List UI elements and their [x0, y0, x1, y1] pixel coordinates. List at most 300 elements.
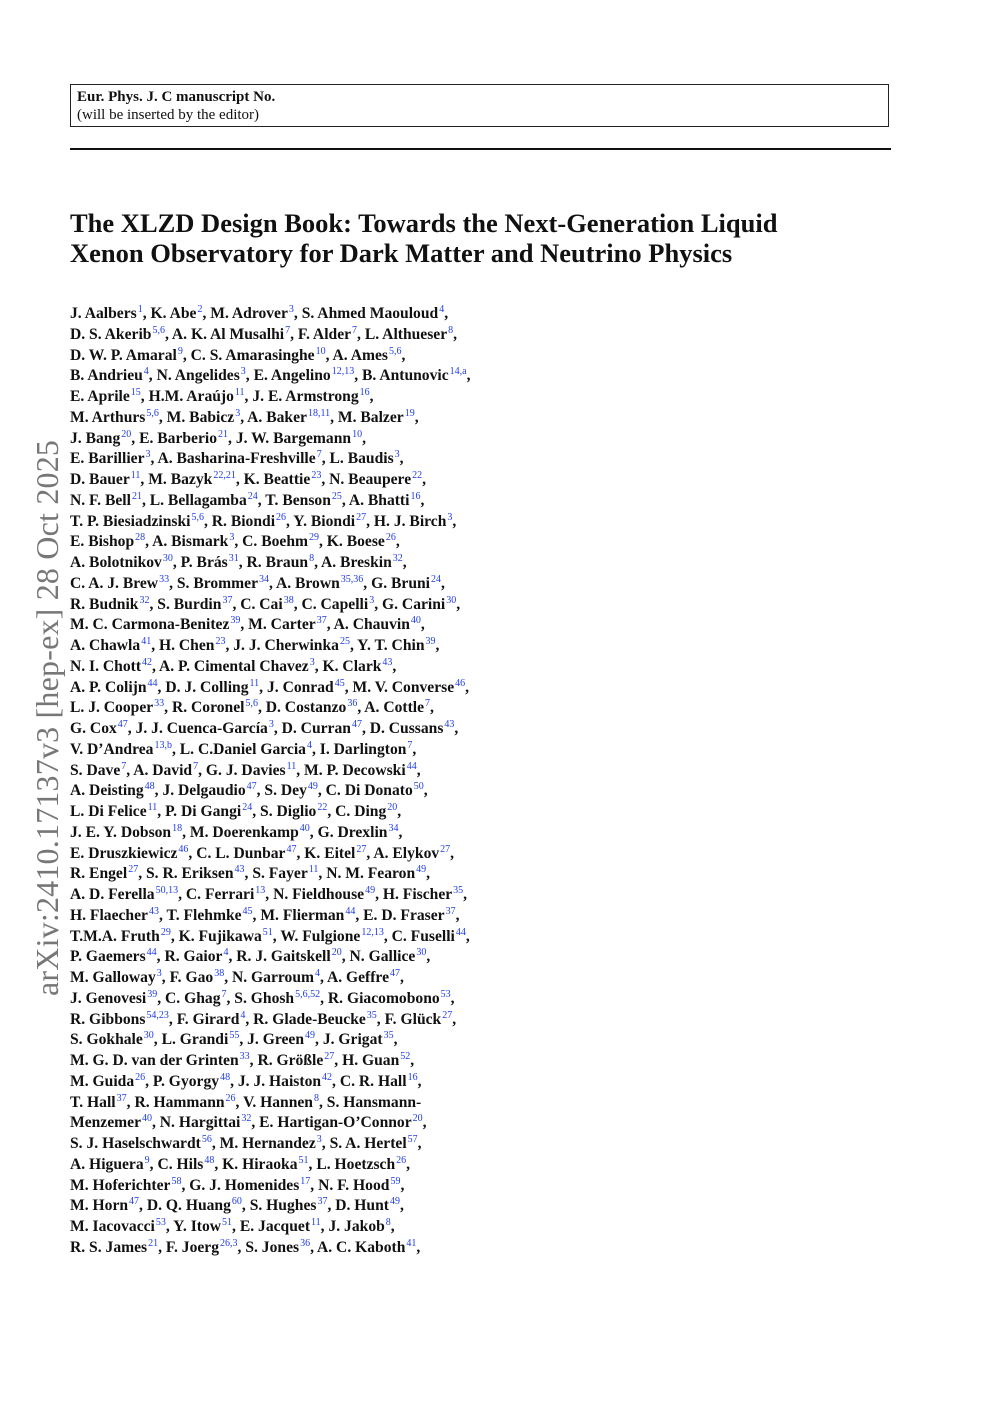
author-name: Y. T. Chin [357, 637, 425, 654]
affiliation-link[interactable]: 23 [215, 636, 226, 647]
affiliation-link[interactable]: 3 [268, 719, 274, 730]
affiliation-link[interactable]: 44 [455, 926, 466, 938]
author-name: H. Flaecher [70, 906, 148, 924]
author-name: M. V. Converse [352, 678, 455, 696]
author-name: J. Bang [70, 429, 121, 447]
author-name: T. P. Biesiadzinski [70, 512, 191, 530]
affiliation-link[interactable]: 36 [347, 698, 358, 710]
author-name: B. Antunovic [362, 367, 449, 385]
author-name: M. Arthurs [70, 408, 146, 426]
author-line: D. W. P. Amaral$^9$, C. S. Amarasinghe$^{10}$, A. Ames$^{5,6}$, [70, 345, 406, 364]
affiliation-link[interactable]: 4 [240, 1009, 246, 1021]
affiliation-link[interactable]: 51 [262, 926, 273, 938]
affiliation-link[interactable]: 49 [365, 885, 376, 896]
affiliation-link[interactable]: 24 [431, 573, 442, 585]
affiliation-link[interactable]: 49 [416, 864, 427, 876]
affiliation-link[interactable]: 39 [425, 636, 436, 647]
affiliation-link[interactable]: 12,13 [361, 926, 384, 938]
affiliation-link[interactable]: 29 [160, 926, 171, 938]
affiliation-link[interactable]: 20 [121, 428, 132, 440]
author-line: B. Andrieu$^4$, N. Angelides$^3$, E. Angelino$^{12,13}$, B. Antunovic$^{14,a}$, [70, 366, 471, 385]
affiliation-link[interactable]: 27 [356, 843, 367, 855]
affiliation-link[interactable]: 25 [339, 636, 350, 647]
affiliation-link[interactable]: 43 [382, 656, 393, 668]
affiliation-link[interactable]: 48 [220, 1071, 231, 1083]
affiliation-link[interactable]: 26 [276, 511, 287, 523]
author-name: R. J. Gaitskell [236, 948, 331, 966]
affiliation-link[interactable]: 13 [255, 885, 266, 896]
author-name: K. Hiraoka [222, 1155, 298, 1173]
affiliation-link[interactable]: 53 [440, 988, 451, 1000]
affiliation-link[interactable]: 7 [193, 760, 199, 772]
affiliation-link[interactable]: 56 [201, 1134, 212, 1145]
affiliation-link[interactable]: 17 [300, 1175, 311, 1187]
affiliation-link[interactable]: 7 [425, 698, 431, 710]
affiliation-link[interactable]: 43 [444, 719, 455, 730]
author-name: M. Guida [70, 1072, 135, 1090]
affiliation-link[interactable]: 50 [413, 781, 424, 793]
affiliation-link[interactable]: 7 [316, 449, 322, 461]
author-name: C. R. Hall [339, 1072, 407, 1090]
affiliation-link[interactable]: 35 [366, 1009, 377, 1021]
affiliation-link[interactable]: 24 [247, 490, 258, 502]
affiliation-link[interactable]: 44 [147, 677, 158, 689]
affiliation-link[interactable]: 4 [439, 304, 445, 315]
affiliation-link[interactable]: 8 [313, 1092, 319, 1104]
author-name: R. Größle [257, 1052, 324, 1069]
affiliation-link[interactable]: 3 [145, 449, 151, 461]
affiliation-link[interactable]: 3 [316, 1134, 322, 1145]
affiliation-link[interactable]: 47 [246, 781, 257, 793]
author-name: D. S. Akerib [70, 325, 152, 343]
author-name: A. Higuera [70, 1155, 144, 1173]
affiliation-link[interactable]: 3 [369, 594, 375, 606]
author-name: J. Jakob [328, 1218, 385, 1235]
author-name: R. Engel [70, 865, 128, 883]
affiliation-link[interactable]: 26 [396, 1154, 407, 1166]
affiliation-link[interactable]: 44 [146, 947, 157, 959]
affiliation-link[interactable]: 1 [137, 304, 143, 315]
affiliation-link[interactable]: 34 [259, 573, 270, 585]
affiliation-link[interactable]: 31 [228, 553, 239, 564]
author-name: M. Babicz [166, 408, 235, 426]
affiliation-link[interactable]: 30 [446, 594, 457, 606]
affiliation-link[interactable]: 11 [311, 1217, 321, 1228]
author-name: C. Boehm [242, 533, 308, 551]
author-name: G. Cox [70, 720, 117, 737]
author-line: E. Druszkiewicz$^{46}$, C. L. Dunbar$^{47}$, K. Eitel$^{27}$, A. Elykov$^{27}$, [70, 843, 455, 862]
author-line: T. Hall$^{37}$, R. Hammann$^{26}$, V. Hannen$^8$, S. Hansmann- [70, 1092, 422, 1111]
affiliation-link[interactable]: 50,13 [155, 885, 179, 896]
affiliation-link[interactable]: 55 [229, 1030, 240, 1042]
author-name: M. Adrover [210, 305, 288, 322]
author-name: M. G. D. van der Grinten [70, 1052, 239, 1069]
author-name: S. R. Eriksen [145, 865, 234, 883]
affiliation-link[interactable]: 30 [416, 947, 427, 959]
affiliation-link[interactable]: 40 [142, 1113, 152, 1125]
author-name: A. K. Al Musalhi [171, 325, 285, 343]
author-name: M. Horn [70, 1197, 129, 1215]
author-name: T. Benson [265, 491, 331, 509]
author-name: L. Grandi [161, 1031, 229, 1049]
affiliation-link[interactable]: 7 [121, 760, 127, 772]
affiliation-link[interactable]: 3 [288, 304, 294, 315]
affiliation-link[interactable]: 53 [155, 1217, 166, 1228]
author-line: J. Genovesi$^{39}$, C. Ghag$^7$, S. Ghosh$^{5,6,52}$, R. Giacomobono$^{53}$, [70, 988, 455, 1007]
affiliation-link[interactable]: 21 [218, 428, 229, 440]
affiliation-link[interactable]: 58 [171, 1175, 182, 1187]
author-name: E. Angelino [253, 367, 331, 385]
affiliation-link[interactable]: 37 [222, 594, 233, 606]
author-name: L. Hoetzsch [316, 1155, 396, 1173]
affiliation-link[interactable]: 2 [197, 304, 203, 315]
author-name: C. S. Amarasinghe [190, 346, 315, 364]
author-name: A. Bhatti [348, 491, 410, 509]
author-name: N. F. Bell [70, 491, 131, 509]
author-name: R. S. James [70, 1238, 148, 1256]
affiliation-link[interactable]: 27 [128, 864, 139, 876]
author-line: A. Chawla$^{41}$, H. Chen$^{23}$, J. J. Cherwinka$^{25}$, Y. T. Chin$^{39}$, [70, 636, 440, 654]
author-name: K. Abe [150, 305, 197, 322]
author-name: A. David [133, 761, 193, 779]
author-name: J. E. Y. Dobson [70, 823, 172, 841]
affiliation-link[interactable]: 26,3 [220, 1237, 238, 1249]
affiliation-link[interactable]: 3 [240, 366, 246, 378]
paper-title [70, 208, 900, 268]
affiliation-link[interactable]: 21 [148, 1237, 159, 1249]
affiliation-link[interactable]: 41 [141, 636, 152, 647]
affiliation-link[interactable]: 22,21 [213, 470, 236, 481]
affiliation-link[interactable]: 48 [204, 1154, 215, 1166]
affiliation-link[interactable]: 10 [352, 428, 363, 440]
author-name: J. J. Haiston [237, 1072, 322, 1090]
affiliation-link[interactable]: 41 [406, 1237, 417, 1249]
author-name: D. Curran [281, 720, 351, 737]
author-name: E. D. Fraser [363, 906, 445, 924]
author-name: F. Joerg [165, 1238, 220, 1256]
affiliation-link[interactable]: 37 [317, 1196, 328, 1208]
title-line: Xenon Observatory for Dark Matter and Neutrino Physics [70, 238, 733, 268]
affiliation-link[interactable]: 7 [221, 988, 227, 1000]
affiliation-link[interactable]: 48 [144, 781, 155, 793]
affiliation-link[interactable]: 49 [389, 1196, 400, 1208]
affiliation-link[interactable]: 15 [130, 387, 141, 398]
affiliation-link[interactable]: 54,23 [146, 1009, 169, 1021]
affiliation-link[interactable]: 11 [308, 864, 319, 876]
affiliation-link[interactable]: 47 [286, 843, 297, 855]
author-name: H. Guan [342, 1052, 400, 1069]
affiliation-link[interactable]: 43 [148, 905, 159, 917]
author-name: P. Brás [180, 554, 228, 571]
author-name: F. Glück [384, 1010, 442, 1028]
affiliation-link[interactable]: 14,a [449, 366, 467, 378]
author-name: N. I. Chott [70, 657, 142, 675]
author-name: G. J. Homenides [189, 1176, 300, 1194]
author-line: J. Bang$^{20}$, E. Barberio$^{21}$, J. W. Bargemann$^{10}$, [70, 428, 366, 447]
affiliation-link[interactable]: 11 [234, 387, 245, 398]
author-name: J. Aalbers [70, 305, 137, 322]
affiliation-link[interactable]: 26 [225, 1092, 236, 1104]
affiliation-link[interactable]: 4 [143, 366, 149, 378]
affiliation-link[interactable]: 16 [407, 1071, 418, 1083]
affiliation-link[interactable]: 10 [315, 345, 326, 357]
author-name: R. Hammann [134, 1093, 225, 1111]
affiliation-link[interactable]: 35 [453, 885, 464, 896]
affiliation-link[interactable]: 20 [331, 947, 342, 959]
affiliation-link[interactable]: 47 [129, 1196, 140, 1208]
affiliation-link[interactable]: 19 [404, 407, 415, 419]
affiliation-link[interactable]: 47 [390, 968, 400, 979]
affiliation-link[interactable]: 5,6 [191, 511, 204, 523]
author-name: M. Hernandez [219, 1135, 316, 1152]
author-name: L. Di Felice [70, 803, 147, 820]
affiliation-link[interactable]: 5,6,52 [295, 988, 321, 1000]
affiliation-link[interactable]: 42 [322, 1071, 333, 1083]
affiliation-link[interactable]: 42 [142, 656, 153, 668]
author-line: P. Gaemers$^{44}$, R. Gaior$^4$, R. J. Gaitskell$^{20}$, N. Gallice$^{30}$, [70, 947, 431, 966]
affiliation-link[interactable]: 34 [388, 822, 399, 834]
author-line: A. D. Ferella$^{50,13}$, C. Ferrari$^{13}$, N. Fieldhouse$^{49}$, H. Fischer$^{35}$, [70, 885, 468, 903]
affiliation-link[interactable]: 25 [331, 490, 342, 502]
author-name: P. Di Gangi [165, 803, 242, 820]
affiliation-link[interactable]: 8 [385, 1217, 391, 1228]
affiliation-link[interactable]: 13,b [154, 739, 172, 751]
author-name: C. Ferrari [185, 886, 255, 903]
author-line: J. E. Y. Dobson$^{18}$, M. Doerenkamp$^{40}$, G. Drexlin$^{34}$, [70, 822, 403, 841]
title-line: The XLZD Design Book: Towards the Next-Generation Liquid [70, 208, 778, 238]
author-name: C. Cai [240, 595, 283, 613]
affiliation-link[interactable]: 26 [135, 1071, 146, 1083]
author-line: S. J. Haselschwardt$^{56}$, M. Hernandez$^3$, S. A. Hertel$^{57}$, [70, 1134, 422, 1152]
author-line: M. C. Carmona-Benitez$^{39}$, M. Carter$^{37}$, A. Chauvin$^{40}$, [70, 615, 425, 634]
author-line: E. Aprile$^{15}$, H.M. Araújo$^{11}$, J. E. Armstrong$^{16}$, [70, 387, 374, 405]
author-name: E. Aprile [70, 388, 130, 405]
author-name: A. Ames [332, 346, 388, 364]
affiliation-link[interactable]: 5,6 [146, 407, 159, 419]
affiliation-link[interactable]: 26 [385, 532, 396, 544]
affiliation-link[interactable]: 7 [352, 324, 358, 336]
author-name: J. Green [247, 1031, 305, 1049]
editor-notice-box [70, 84, 889, 127]
author-name: S. Gokhale [70, 1031, 143, 1049]
affiliation-link[interactable]: 52 [400, 1051, 411, 1062]
affiliation-link[interactable]: 32 [392, 553, 403, 564]
author-name: W. Fulgione [280, 927, 361, 945]
author-name: V. Hannen [243, 1093, 313, 1111]
author-name: Y. Itow [173, 1218, 222, 1235]
affiliation-link[interactable]: 16 [359, 387, 370, 398]
affiliation-link[interactable]: 4 [306, 739, 312, 751]
author-name: H. Fischer [382, 886, 453, 903]
affiliation-link[interactable]: 37 [116, 1092, 127, 1104]
affiliation-link[interactable]: 30 [162, 553, 173, 564]
affiliation-link[interactable]: 4 [223, 947, 229, 959]
author-line: E. Barillier$^3$, A. Basharina-Freshville$^7$, L. Baudis$^3$, [70, 449, 404, 468]
affiliation-link[interactable]: 3 [229, 532, 235, 544]
author-name: D. Bauer [70, 471, 130, 488]
author-name: N. Fieldhouse [273, 886, 365, 903]
affiliation-link[interactable]: 21 [131, 490, 142, 502]
author-name: J. Grigat [322, 1031, 383, 1049]
affiliation-link[interactable]: 3 [447, 511, 453, 523]
author-name: E. Barillier [70, 450, 145, 468]
affiliation-link[interactable]: 3 [394, 449, 400, 461]
affiliation-link[interactable]: 28 [135, 532, 146, 544]
author-name: L. Bellagamba [149, 491, 247, 509]
affiliation-link[interactable]: 40 [299, 822, 310, 834]
affiliation-link[interactable]: 18,11 [307, 407, 331, 419]
affiliation-link[interactable]: 35 [383, 1030, 394, 1042]
author-name: S. Diglio [260, 803, 317, 820]
journal-line: Eur. Phys. J. C manuscript No. [77, 89, 276, 105]
author-name: N. Beaupere [329, 471, 412, 488]
author-line: M. Guida$^{26}$, P. Gyorgy$^{48}$, J. J. Haiston$^{42}$, C. R. Hall$^{16}$, [70, 1071, 422, 1090]
author-name: S. Burdin [157, 595, 222, 613]
affiliation-link[interactable]: 30 [143, 1030, 154, 1042]
affiliation-link[interactable]: 45 [334, 677, 345, 689]
affiliation-link[interactable]: 39 [230, 615, 241, 627]
author-name: C. Ding [335, 803, 387, 820]
affiliation-link[interactable]: 29 [308, 532, 319, 544]
affiliation-link[interactable]: 44 [345, 905, 356, 917]
affiliation-link[interactable]: 4 [315, 968, 320, 979]
author-name: R. Gibbons [70, 1010, 146, 1028]
author-name: A. P. Colijn [70, 678, 147, 696]
affiliation-link[interactable]: 5,6 [388, 345, 402, 357]
affiliation-link[interactable]: 18 [172, 822, 183, 834]
affiliation-link[interactable]: 45 [242, 905, 253, 917]
affiliation-link[interactable]: 49 [305, 1030, 316, 1042]
author-name: G. J. Davies [205, 761, 286, 779]
author-name: S. Hansmann- [326, 1093, 422, 1111]
author-name: N. F. Hood [318, 1176, 390, 1194]
affiliation-link[interactable]: 20 [412, 1113, 423, 1125]
affiliation-link[interactable]: 3 [309, 656, 315, 668]
affiliation-link[interactable]: 7 [285, 324, 291, 336]
author-name: S. A. Hertel [329, 1135, 407, 1152]
author-name: N. Gallice [349, 948, 416, 966]
author-name: M. Galloway [70, 969, 156, 986]
author-name: S. Hughes [249, 1197, 317, 1215]
affiliation-link[interactable]: 35,36 [340, 573, 364, 585]
affiliation-link[interactable]: 60 [231, 1196, 242, 1208]
author-name: V. D’Andrea [70, 740, 154, 758]
affiliation-link[interactable]: 37 [445, 905, 456, 917]
affiliation-link[interactable]: 11 [286, 760, 297, 772]
affiliation-link[interactable]: 8 [448, 324, 454, 336]
affiliation-link[interactable]: 32 [241, 1113, 252, 1125]
affiliation-link[interactable]: 44 [406, 760, 417, 772]
author-line: M. Iacovacci$^{53}$, Y. Itow$^{51}$, E. Jacquet$^{11}$, J. Jakob$^8$, [70, 1217, 395, 1235]
affiliation-link[interactable]: 27 [442, 1009, 453, 1021]
author-name: S. Jones [245, 1238, 300, 1256]
affiliation-link[interactable]: 5,6 [152, 324, 165, 336]
affiliation-link[interactable]: 37 [316, 615, 327, 627]
author-name: D. W. P. Amaral [70, 346, 177, 364]
affiliation-link[interactable]: 9 [144, 1154, 150, 1166]
affiliation-link[interactable]: 46 [178, 843, 189, 855]
author-name: R. Gaior [164, 948, 223, 966]
affiliation-link[interactable]: 33 [159, 573, 170, 585]
affiliation-link[interactable]: 22 [317, 802, 328, 813]
author-name: A. C. Kaboth [317, 1238, 406, 1256]
author-name: P. Gyorgy [152, 1072, 220, 1090]
affiliation-link[interactable]: 16 [410, 490, 421, 502]
affiliation-link[interactable]: 5,6 [245, 698, 258, 710]
author-name: R. Budnik [70, 595, 139, 613]
affiliation-link[interactable]: 59 [390, 1175, 401, 1187]
affiliation-link[interactable]: 38 [214, 968, 225, 979]
affiliation-link[interactable]: 40 [410, 615, 421, 627]
affiliation-link[interactable]: 43 [234, 864, 245, 876]
header-rule [70, 148, 891, 150]
affiliation-link[interactable]: 7 [407, 739, 413, 751]
author-line: M. Galloway$^3$, F. Gao$^{38}$, N. Garroum$^4$, A. Geffre$^{47}$, [70, 968, 404, 986]
affiliation-link[interactable]: 11 [130, 470, 141, 481]
affiliation-link[interactable]: 46 [455, 677, 466, 689]
affiliation-link[interactable]: 33 [239, 1051, 250, 1062]
affiliation-link[interactable]: 51 [222, 1217, 233, 1228]
affiliation-link[interactable]: 47 [351, 719, 362, 730]
affiliation-link[interactable]: 9 [177, 345, 183, 357]
author-name: K. Eitel [304, 844, 356, 862]
affiliation-link[interactable]: 47 [117, 719, 128, 730]
author-name: R. Biondi [211, 512, 276, 530]
author-name: N. Hargittai [159, 1114, 241, 1132]
affiliation-link[interactable]: 49 [307, 781, 318, 793]
author-name: R. Glade-Beucke [253, 1010, 366, 1028]
author-name: A. Chawla [70, 637, 141, 654]
author-name: E. Druszkiewicz [70, 844, 178, 862]
author-line: G. Cox$^{47}$, J. J. Cuenca-García$^3$, D. Curran$^{47}$, D. Cussans$^{43}$, [70, 719, 459, 737]
affiliation-link[interactable]: 57 [407, 1134, 418, 1145]
author-name: Y. Biondi [293, 512, 356, 530]
affiliation-link[interactable]: 27 [356, 511, 367, 523]
affiliation-link[interactable]: 11 [249, 677, 260, 689]
author-line: D. Bauer$^{11}$, M. Bazyk$^{22,21}$, K. Beattie$^{23}$, N. Beaupere$^{22}$, [70, 470, 427, 488]
affiliation-link[interactable]: 38 [283, 594, 294, 606]
author-name: T. Hall [70, 1093, 116, 1111]
author-name: L. Althueser [364, 325, 448, 343]
affiliation-link[interactable]: 23 [311, 470, 322, 481]
affiliation-link[interactable]: 27 [324, 1051, 335, 1062]
author-name: A. Baker [247, 408, 307, 426]
affiliation-link[interactable]: 8 [309, 553, 315, 564]
affiliation-link[interactable]: 33 [154, 698, 165, 710]
affiliation-link[interactable]: 39 [147, 988, 158, 1000]
author-name: G. Bruni [371, 574, 431, 592]
author-line: S. Gokhale$^{30}$, L. Grandi$^{55}$, J. Green$^{49}$, J. Grigat$^{35}$, [70, 1030, 398, 1049]
affiliation-link[interactable]: 22 [412, 470, 423, 481]
affiliation-link[interactable]: 12,13 [331, 366, 355, 378]
author-name: M. Carter [248, 616, 316, 634]
author-line: R. Budnik$^{32}$, S. Burdin$^{37}$, C. Cai$^{38}$, C. Capelli$^3$, G. Carini$^{30}$, [70, 594, 461, 613]
affiliation-link[interactable]: 24 [242, 802, 253, 813]
affiliation-link[interactable]: 11 [147, 802, 158, 813]
author-name: C. Capelli [301, 595, 369, 613]
arxiv-identifier[interactable]: arXiv:2410.17137v3 [hep-ex] 28 Oct 2025 [29, 439, 65, 996]
affiliation-link[interactable]: 51 [298, 1154, 309, 1166]
affiliation-link[interactable]: 3 [156, 968, 162, 979]
author-name: C. Di Donato [325, 782, 413, 800]
affiliation-link[interactable]: 36 [300, 1237, 311, 1249]
author-name: E. Bishop [70, 533, 135, 551]
affiliation-link[interactable]: 3 [235, 407, 241, 419]
affiliation-link[interactable]: 27 [440, 843, 451, 855]
affiliation-link[interactable]: 20 [387, 802, 398, 813]
affiliation-link[interactable]: 32 [139, 594, 150, 606]
author-line: H. Flaecher$^{43}$, T. Flehmke$^{45}$, M. Flierman$^{44}$, E. D. Fraser$^{37}$, [70, 905, 460, 924]
